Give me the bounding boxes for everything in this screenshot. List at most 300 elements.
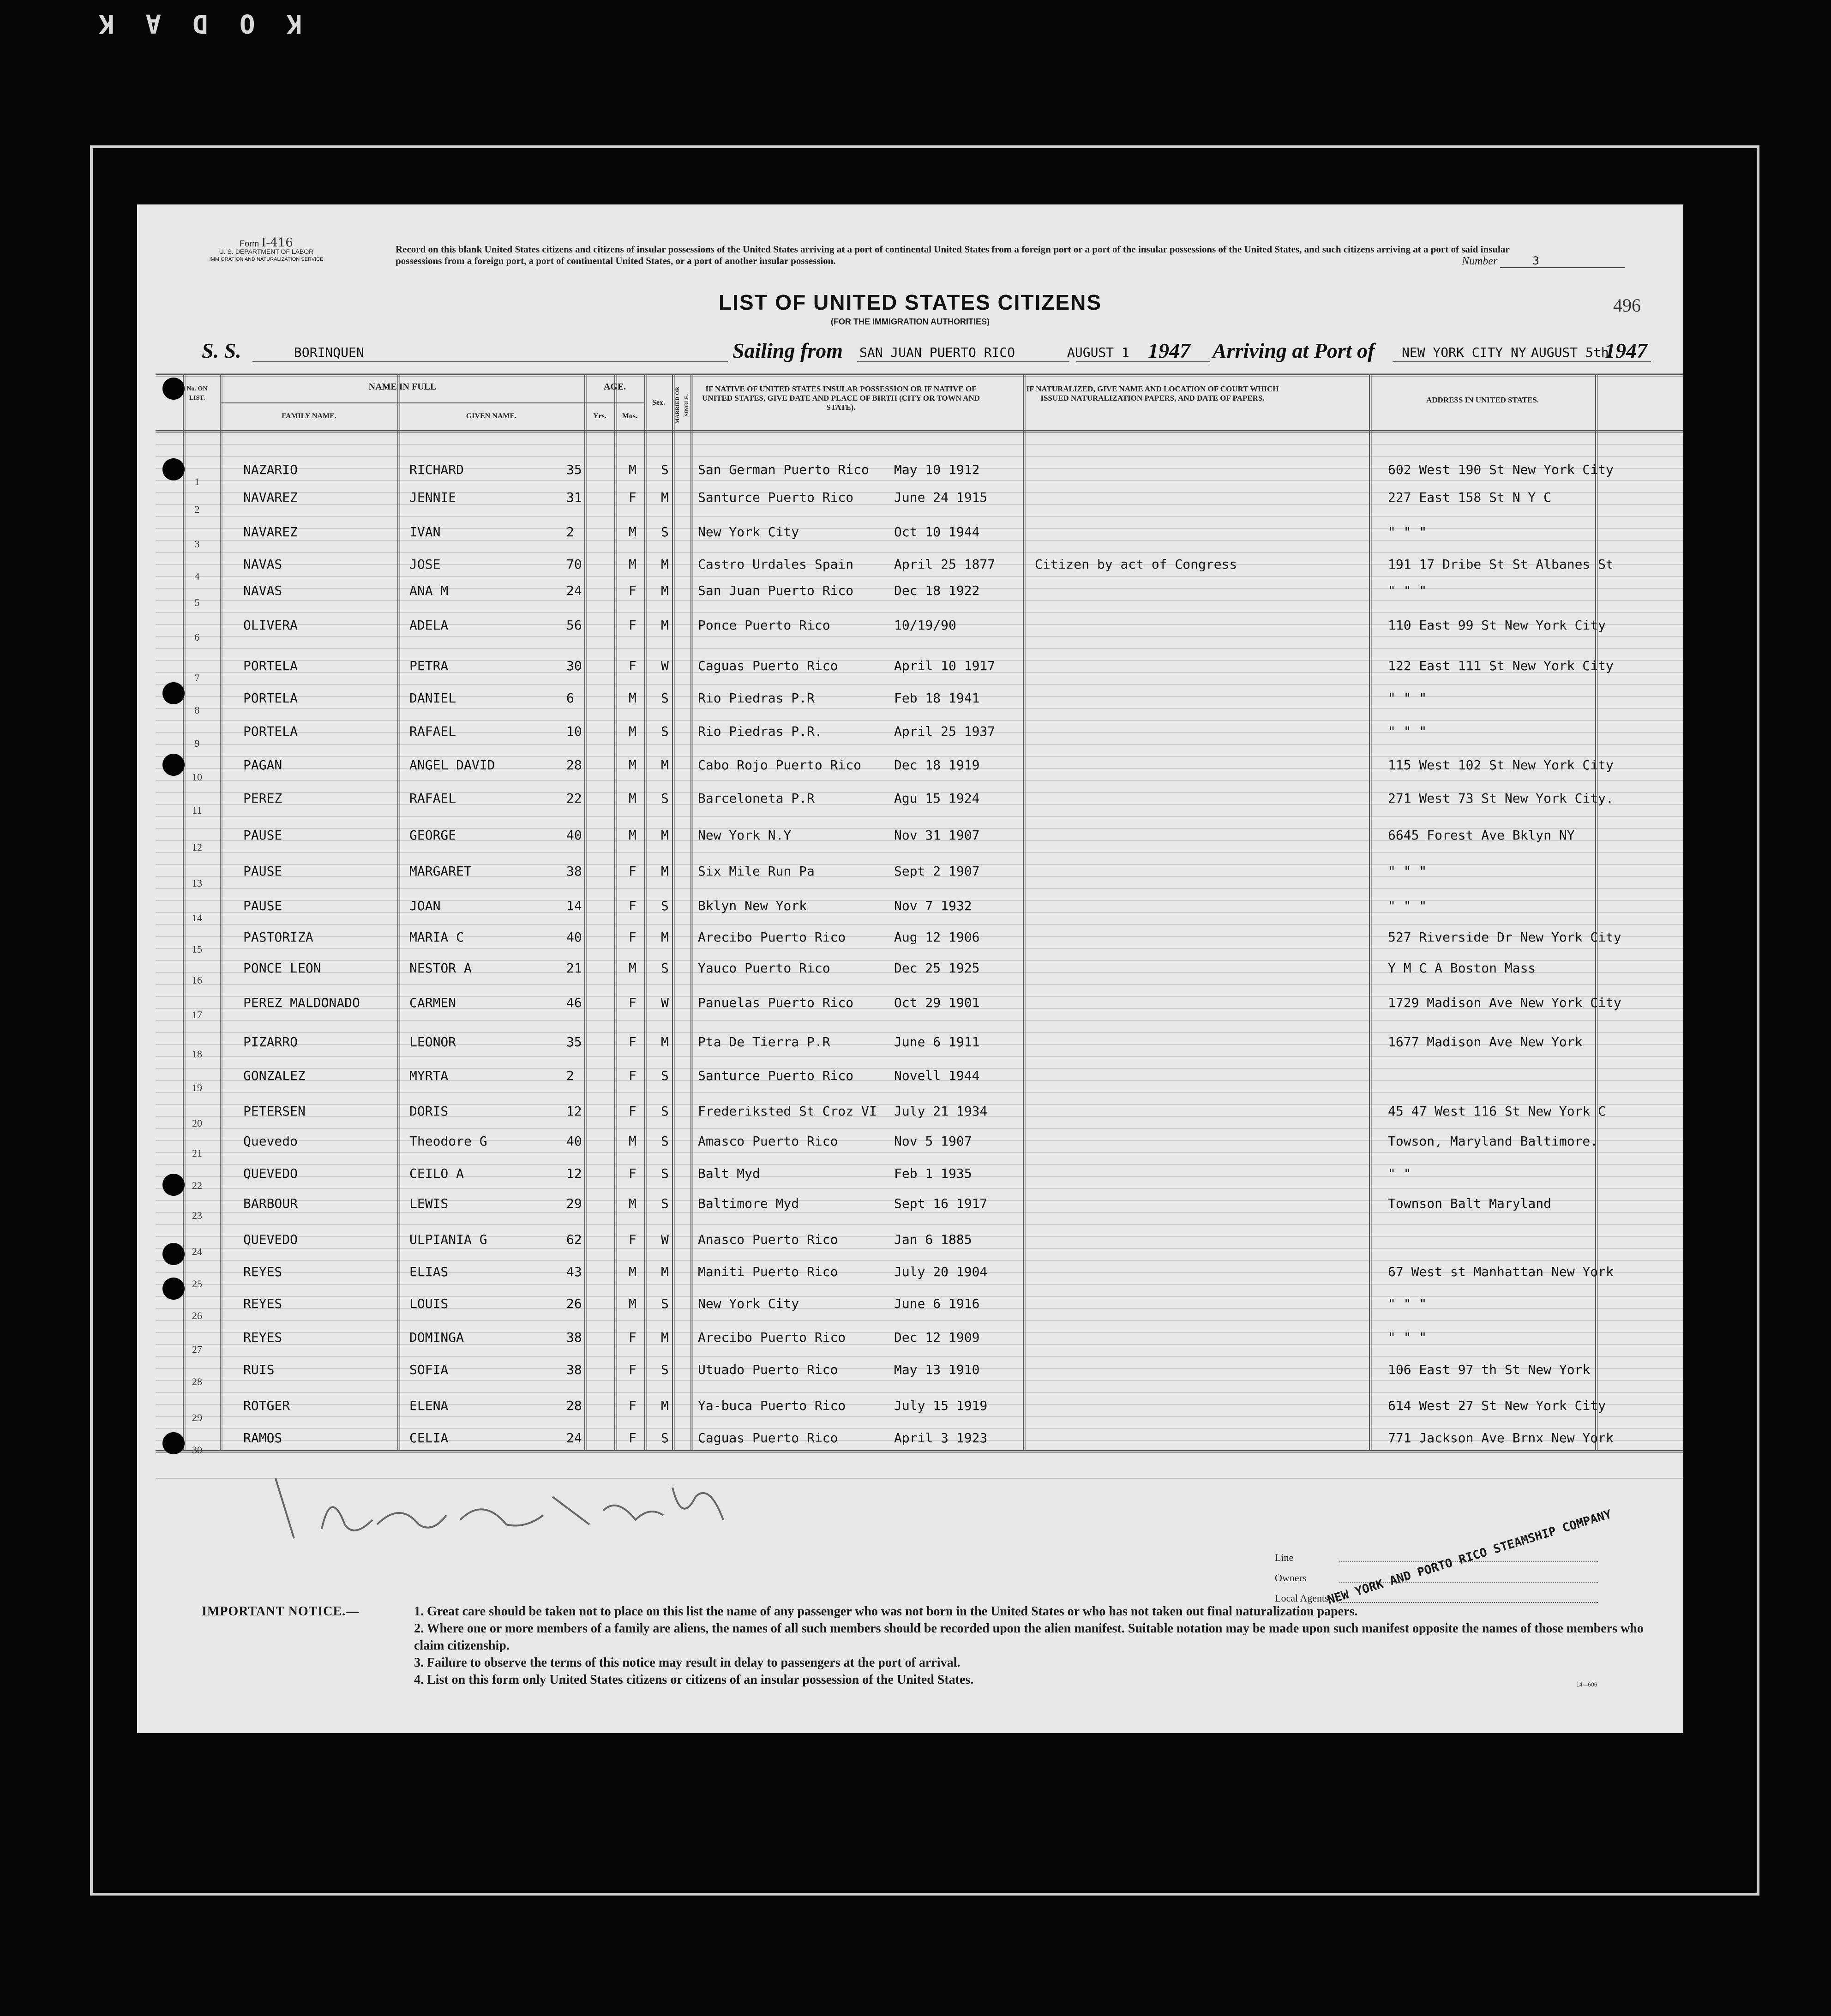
row-family: OLIVERA [243, 618, 298, 633]
row-given: JENNIE [409, 490, 456, 505]
page-subtitle: (FOR THE IMMIGRATION AUTHORITIES) [831, 317, 990, 326]
row-sex: M [629, 828, 636, 843]
page-title: LIST OF UNITED STATES CITIZENS [718, 290, 1102, 314]
row-date: Aug 12 1906 [894, 930, 980, 945]
row-place: Rio Piedras P.R [698, 690, 815, 706]
carrier-fields [1275, 1548, 1598, 1608]
row-no: 24 [192, 1246, 202, 1257]
row-addr: 1677 Madison Ave New York [1388, 1034, 1583, 1050]
handwritten-signature [266, 1469, 774, 1552]
notice-item: 2. Where one or more members of a family are aliens, the names of all such members should be recorded upon the alien manifest. Suitable notation may be made upon such manifest opposite the names of those members who claim citizenship. [414, 1621, 1644, 1653]
row-age: 40 [566, 930, 582, 945]
row-no: 26 [192, 1310, 202, 1321]
row-ms: W [661, 1232, 669, 1247]
row-date: May 13 1910 [894, 1362, 980, 1377]
row-no: 10 [192, 771, 202, 783]
row-no: 7 [194, 672, 200, 684]
row-sex: F [629, 1398, 636, 1413]
page-number: 496 [1613, 295, 1641, 316]
row-addr: Y M C A Boston Mass [1388, 960, 1536, 976]
row-place: Panuelas Puerto Rico [698, 995, 854, 1010]
row-no: 8 [194, 704, 200, 716]
notice-label: IMPORTANT NOTICE.— [202, 1604, 360, 1619]
number-label: Number [1462, 255, 1498, 267]
form-number: I-416 [261, 236, 293, 250]
row-date: April 25 1937 [894, 724, 996, 739]
row-ms: M [661, 864, 669, 879]
row-given: CEILO A [409, 1166, 464, 1181]
header-married-single: MARRIED OR SINGLE. [674, 387, 690, 424]
row-age: 40 [566, 828, 582, 843]
row-given: GEORGE [409, 828, 456, 843]
row-ms: S [661, 1362, 669, 1377]
row-sex: M [629, 557, 636, 572]
sail-date: AUGUST 1 [1067, 345, 1129, 360]
row-age: 28 [566, 757, 582, 773]
row-ms: S [661, 898, 669, 913]
row-given: RICHARD [409, 462, 464, 477]
row-addr: 115 West 102 St New York City [1388, 757, 1614, 773]
from-port: SAN JUAN PUERTO RICO [859, 345, 1015, 360]
number-value: 3 [1500, 254, 1625, 268]
row-addr: 527 Riverside Dr New York City [1388, 930, 1621, 945]
arrival-date: AUGUST 5th [1531, 345, 1609, 360]
row-sex: F [629, 490, 636, 505]
row-ms: S [661, 1196, 669, 1211]
row-given: ULPIANIA G [409, 1232, 487, 1247]
row-date: July 20 1904 [894, 1264, 988, 1279]
row-given: DOMINGA [409, 1330, 464, 1345]
row-place: Maniti Puerto Rico [698, 1264, 838, 1279]
row-ms: S [661, 791, 669, 806]
header-given-name: GIVEN NAME. [466, 412, 517, 420]
row-addr: " " " [1388, 1330, 1427, 1345]
row-sex: M [629, 724, 636, 739]
row-age: 62 [566, 1232, 582, 1247]
row-given: MARGARET [409, 864, 472, 879]
row-no: 15 [192, 943, 202, 955]
row-given: DANIEL [409, 690, 456, 706]
row-age: 35 [566, 1034, 582, 1050]
row-age: 43 [566, 1264, 582, 1279]
row-addr: " " " [1388, 864, 1427, 879]
header-age: AGE. [603, 382, 626, 392]
row-addr: Towson, Maryland Baltimore. [1388, 1134, 1598, 1149]
row-place: Ponce Puerto Rico [698, 618, 830, 633]
row-given: LEONOR [409, 1034, 456, 1050]
row-no: 16 [192, 974, 202, 986]
row-ms: S [661, 1296, 669, 1311]
row-age: 2 [566, 524, 574, 540]
row-date: July 21 1934 [894, 1104, 988, 1119]
row-date: Jan 6 1885 [894, 1232, 972, 1247]
row-no: 19 [192, 1082, 202, 1093]
row-given: RAFAEL [409, 791, 456, 806]
notice-item: 1. Great care should be taken not to place on this list the name of any passenger who was not born in the United States or who has not taken out final naturalization papers. [414, 1604, 1358, 1619]
row-age: 10 [566, 724, 582, 739]
row-family: PASTORIZA [243, 930, 313, 945]
punch-hole [162, 1243, 185, 1265]
row-place: Yauco Puerto Rico [698, 960, 830, 976]
row-ms: M [661, 1034, 669, 1050]
row-family: NAVAS [243, 557, 282, 572]
row-place: Bklyn New York [698, 898, 807, 913]
row-family: PONCE LEON [243, 960, 321, 976]
row-date: Dec 18 1919 [894, 757, 980, 773]
row-sex: F [629, 1430, 636, 1446]
row-addr: " " " [1388, 524, 1427, 540]
row-addr: Townson Balt Maryland [1388, 1196, 1552, 1211]
row-ms: M [661, 757, 669, 773]
row-family: PETERSEN [243, 1104, 306, 1119]
row-family: RUIS [243, 1362, 275, 1377]
row-family: ROTGER [243, 1398, 290, 1413]
row-family: BARBOUR [243, 1196, 298, 1211]
row-no: 4 [194, 570, 200, 582]
row-place: Castro Urdales Spain [698, 557, 854, 572]
row-date: May 10 1912 [894, 462, 980, 477]
row-no: 11 [192, 804, 202, 816]
row-no: 2 [194, 504, 200, 515]
row-sex: F [629, 1330, 636, 1345]
form-label: Form [240, 239, 259, 248]
row-addr: 191 17 Dribe St St Albanes St [1388, 557, 1614, 572]
row-sex: F [629, 898, 636, 913]
row-age: 12 [566, 1104, 582, 1119]
row-given: IVAN [409, 524, 441, 540]
row-sex: F [629, 618, 636, 633]
row-date: Agu 15 1924 [894, 791, 980, 806]
row-place: Six Mile Run Pa [698, 864, 815, 879]
row-date: April 10 1917 [894, 658, 996, 673]
row-age: 24 [566, 583, 582, 598]
row-family: NAZARIO [243, 462, 298, 477]
row-no: 3 [194, 538, 200, 550]
row-addr: " " [1388, 1166, 1411, 1181]
row-date: June 6 1911 [894, 1034, 980, 1050]
row-sex: F [629, 1232, 636, 1247]
row-sex: M [629, 1196, 636, 1211]
row-ms: M [661, 490, 669, 505]
row-place: Arecibo Puerto Rico [698, 1330, 846, 1345]
row-age: 70 [566, 557, 582, 572]
row-age: 31 [566, 490, 582, 505]
row-place: Barceloneta P.R [698, 791, 815, 806]
grid-lines [156, 374, 1683, 1478]
row-no: 21 [192, 1147, 202, 1159]
row-family: REYES [243, 1296, 282, 1311]
row-age: 29 [566, 1196, 582, 1211]
owners-field: Owners [1275, 1568, 1598, 1588]
row-no: 13 [192, 877, 202, 889]
row-place: Arecibo Puerto Rico [698, 930, 846, 945]
punch-hole [162, 378, 185, 400]
row-place: Ya-buca Puerto Rico [698, 1398, 846, 1413]
row-family: PORTELA [243, 690, 298, 706]
notice-item: 3. Failure to observe the terms of this notice may result in delay to passengers at the port of arrival. [414, 1656, 961, 1670]
row-no: 17 [192, 1009, 202, 1020]
row-no: 18 [192, 1048, 202, 1060]
row-given: LOUIS [409, 1296, 449, 1311]
row-ms: S [661, 1134, 669, 1149]
row-place: San Juan Puerto Rico [698, 583, 854, 598]
row-sex: F [629, 1034, 636, 1050]
row-date: Nov 7 1932 [894, 898, 972, 913]
header-birth: IF NATIVE OF UNITED STATES INSULAR POSSESSION OR IF NATIVE OF UNITED STATES, GIVE DATE AND PLACE OF BIRTH (CITY OR TOWN AND STATE). [702, 384, 980, 412]
row-age: 40 [566, 1134, 582, 1149]
row-given: ELIAS [409, 1264, 449, 1279]
row-addr: 106 East 97 th St New York [1388, 1362, 1591, 1377]
row-sex: M [629, 690, 636, 706]
row-place: Anasco Puerto Rico [698, 1232, 838, 1247]
sail-year: 1947 [1148, 339, 1190, 362]
row-given: ANGEL DAVID [409, 757, 495, 773]
row-family: REYES [243, 1264, 282, 1279]
row-addr: 614 West 27 St New York City [1388, 1398, 1606, 1413]
row-no: 22 [192, 1180, 202, 1191]
row-ms: M [661, 1398, 669, 1413]
service-name: IMMIGRATION AND NATURALIZATION SERVICE [209, 257, 324, 262]
row-given: DORIS [409, 1104, 449, 1119]
row-date: Oct 10 1944 [894, 524, 980, 540]
row-date: Novell 1944 [894, 1068, 980, 1083]
header-naturalized: IF NATURALIZED, GIVE NAME AND LOCATION OF COURT WHICH ISSUED NATURALIZATION PAPERS, AND DATE OF PAPERS. [1026, 384, 1279, 402]
row-age: 35 [566, 462, 582, 477]
film-edge-mark: KODAK [67, 8, 302, 38]
ss-label: S. S. [202, 339, 241, 362]
row-ms: M [661, 1330, 669, 1345]
row-family: RAMOS [243, 1430, 282, 1446]
row-family: PAUSE [243, 864, 282, 879]
row-date: Dec 12 1909 [894, 1330, 980, 1345]
row-ms: M [661, 1264, 669, 1279]
row-age: 22 [566, 791, 582, 806]
row-place: Santurce Puerto Rico [698, 490, 854, 505]
row-addr: 6645 Forest Ave Bklyn NY [1388, 828, 1575, 843]
row-addr: 122 East 111 St New York City [1388, 658, 1614, 673]
row-ms: S [661, 1430, 669, 1446]
row-sex: F [629, 995, 636, 1010]
row-ms: S [661, 1166, 669, 1181]
sailing-label: Sailing from [732, 339, 843, 362]
row-age: 46 [566, 995, 582, 1010]
row-no: 1 [194, 476, 200, 487]
row-no: 20 [192, 1117, 202, 1129]
notice-item: 4. List on this form only United States citizens or citizens of an insular possession of the United States. [414, 1673, 974, 1687]
row-place: San German Puerto Rico [698, 462, 869, 477]
row-no: 27 [192, 1344, 202, 1355]
row-sex: M [629, 791, 636, 806]
row-addr: 227 East 158 St N Y C [1388, 490, 1552, 505]
row-sex: M [629, 462, 636, 477]
row-given: RAFAEL [409, 724, 456, 739]
row-ms: M [661, 618, 669, 633]
row-family: NAVAREZ [243, 524, 298, 540]
row-ms: W [661, 658, 669, 673]
row-family: PIZARRO [243, 1034, 298, 1050]
punch-hole [162, 458, 185, 480]
arrival-year: 1947 [1605, 339, 1647, 362]
row-date: April 3 1923 [894, 1430, 988, 1446]
company-stamp: NEW YORK AND PORTO RICO STEAMSHIP COMPANY [1326, 1507, 1614, 1608]
row-ms: M [661, 557, 669, 572]
row-ms: S [661, 1104, 669, 1119]
row-place: New York N.Y [698, 828, 792, 843]
punch-hole [162, 754, 185, 776]
row-sex: F [629, 1166, 636, 1181]
row-place: New York City [698, 524, 799, 540]
row-sex: F [629, 1068, 636, 1083]
row-date: Feb 18 1941 [894, 690, 980, 706]
row-addr: 271 West 73 St New York City. [1388, 791, 1614, 806]
row-given: ELENA [409, 1398, 449, 1413]
row-addr: " " " [1388, 724, 1427, 739]
arrival-port: NEW YORK CITY NY [1402, 345, 1526, 360]
row-place: Pta De Tierra P.R [698, 1034, 830, 1050]
row-date: June 24 1915 [894, 490, 988, 505]
row-no: 12 [192, 841, 202, 853]
record-instructions: Record on this blank United States citizens and citizens of insular possessions of the United States arriving at a port of continental United States from a foreign port or a port of the insular possessions of the United States, and such citizens arriving at a port of said insular possessions from a foreign port, a port of continental United States, or a port of another insular possession. [396, 244, 1510, 266]
row-given: CELIA [409, 1430, 449, 1446]
row-sex: F [629, 930, 636, 945]
header-mos: Mos. [622, 412, 638, 420]
row-sex: F [629, 1104, 636, 1119]
row-addr: " " " [1388, 690, 1427, 706]
row-age: 24 [566, 1430, 582, 1446]
row-age: 56 [566, 618, 582, 633]
row-sex: M [629, 1264, 636, 1279]
row-date: Nov 5 1907 [894, 1134, 972, 1149]
row-age: 14 [566, 898, 582, 913]
row-family: PEREZ [243, 791, 282, 806]
row-ms: W [661, 995, 669, 1010]
row-ms: S [661, 724, 669, 739]
row-given: JOSE [409, 557, 441, 572]
row-nat: Citizen by act of Congress [1035, 557, 1237, 572]
header-yrs: Yrs. [593, 412, 606, 420]
row-family: GONZALEZ [243, 1068, 306, 1083]
row-family: PAGAN [243, 757, 282, 773]
row-no: 23 [192, 1210, 202, 1221]
row-family: NAVAS [243, 583, 282, 598]
row-no: 6 [194, 631, 200, 643]
row-sex: M [629, 757, 636, 773]
row-addr: " " " [1388, 583, 1427, 598]
row-age: 38 [566, 864, 582, 879]
ship-name: BORINQUEN [294, 345, 364, 360]
manifest-sheet [137, 204, 1683, 1733]
row-addr: " " " [1388, 1296, 1427, 1311]
row-date: July 15 1919 [894, 1398, 988, 1413]
row-place: New York City [698, 1296, 799, 1311]
punch-hole [162, 1174, 185, 1196]
row-place: Caguas Puerto Rico [698, 1430, 838, 1446]
row-family: PAUSE [243, 828, 282, 843]
arriving-label: Arriving at Port of [1213, 339, 1375, 362]
row-ms: M [661, 583, 669, 598]
row-place: Baltimore Myd [698, 1196, 799, 1211]
header-name-in-full: NAME IN FULL [368, 382, 437, 392]
row-date: Sept 2 1907 [894, 864, 980, 879]
row-no: 9 [194, 738, 200, 749]
row-ms: S [661, 1068, 669, 1083]
row-given: ADELA [409, 618, 449, 633]
row-place: Santurce Puerto Rico [698, 1068, 854, 1083]
row-date: Sept 16 1917 [894, 1196, 988, 1211]
row-sex: M [629, 1134, 636, 1149]
row-place: Rio Piedras P.R. [698, 724, 822, 739]
row-ms: S [661, 960, 669, 976]
row-age: 38 [566, 1362, 582, 1377]
row-addr: 771 Jackson Ave Brnx New York [1388, 1430, 1614, 1446]
form-code: 14—606 [1576, 1681, 1597, 1688]
row-place: Utuado Puerto Rico [698, 1362, 838, 1377]
row-place: Amasco Puerto Rico [698, 1134, 838, 1149]
row-family: REYES [243, 1330, 282, 1345]
row-age: 26 [566, 1296, 582, 1311]
row-no: 29 [192, 1412, 202, 1423]
row-date: Dec 18 1922 [894, 583, 980, 598]
row-given: NESTOR A [409, 960, 472, 976]
row-family: QUEVEDO [243, 1166, 298, 1181]
row-ms: S [661, 524, 669, 540]
row-no: 28 [192, 1376, 202, 1387]
header-family-name: FAMILY NAME. [282, 412, 336, 420]
header-address: ADDRESS IN UNITED STATES. [1426, 396, 1539, 404]
department-name: U. S. DEPARTMENT OF LABOR [219, 248, 314, 255]
row-sex: M [629, 1296, 636, 1311]
row-date: June 6 1916 [894, 1296, 980, 1311]
header-no-on-list: No. ON LIST. [186, 385, 208, 402]
row-addr: 1729 Madison Ave New York City [1388, 995, 1621, 1010]
row-addr: " " " [1388, 898, 1427, 913]
row-given: MARIA C [409, 930, 464, 945]
punch-hole [162, 1278, 185, 1300]
row-sex: F [629, 864, 636, 879]
row-given: Theodore G [409, 1134, 487, 1149]
row-no: 30 [192, 1444, 202, 1456]
row-given: CARMEN [409, 995, 456, 1010]
row-ms: M [661, 828, 669, 843]
row-place: Cabo Rojo Puerto Rico [698, 757, 862, 773]
local-agents-field: Local Agents [1275, 1588, 1598, 1608]
row-age: 2 [566, 1068, 574, 1083]
row-place: Caguas Puerto Rico [698, 658, 838, 673]
row-sex: M [629, 960, 636, 976]
line-field: Line [1275, 1548, 1598, 1568]
row-family: PORTELA [243, 658, 298, 673]
row-given: ANA M [409, 583, 449, 598]
punch-hole [162, 1432, 185, 1454]
row-sex: F [629, 583, 636, 598]
row-age: 38 [566, 1330, 582, 1345]
row-place: Frederiksted St Croz VI [698, 1104, 877, 1119]
row-sex: F [629, 1362, 636, 1377]
row-addr: 602 West 190 St New York City [1388, 462, 1614, 477]
row-sex: M [629, 524, 636, 540]
row-sex: F [629, 658, 636, 673]
row-date: Oct 29 1901 [894, 995, 980, 1010]
row-given: LEWIS [409, 1196, 449, 1211]
row-date: Nov 31 1907 [894, 828, 980, 843]
row-given: PETRA [409, 658, 449, 673]
row-age: 6 [566, 690, 574, 706]
row-place: Balt Myd [698, 1166, 760, 1181]
row-date: Dec 25 1925 [894, 960, 980, 976]
row-family: Quevedo [243, 1134, 298, 1149]
row-no: 14 [192, 912, 202, 924]
row-addr: 67 West st Manhattan New York [1388, 1264, 1614, 1279]
